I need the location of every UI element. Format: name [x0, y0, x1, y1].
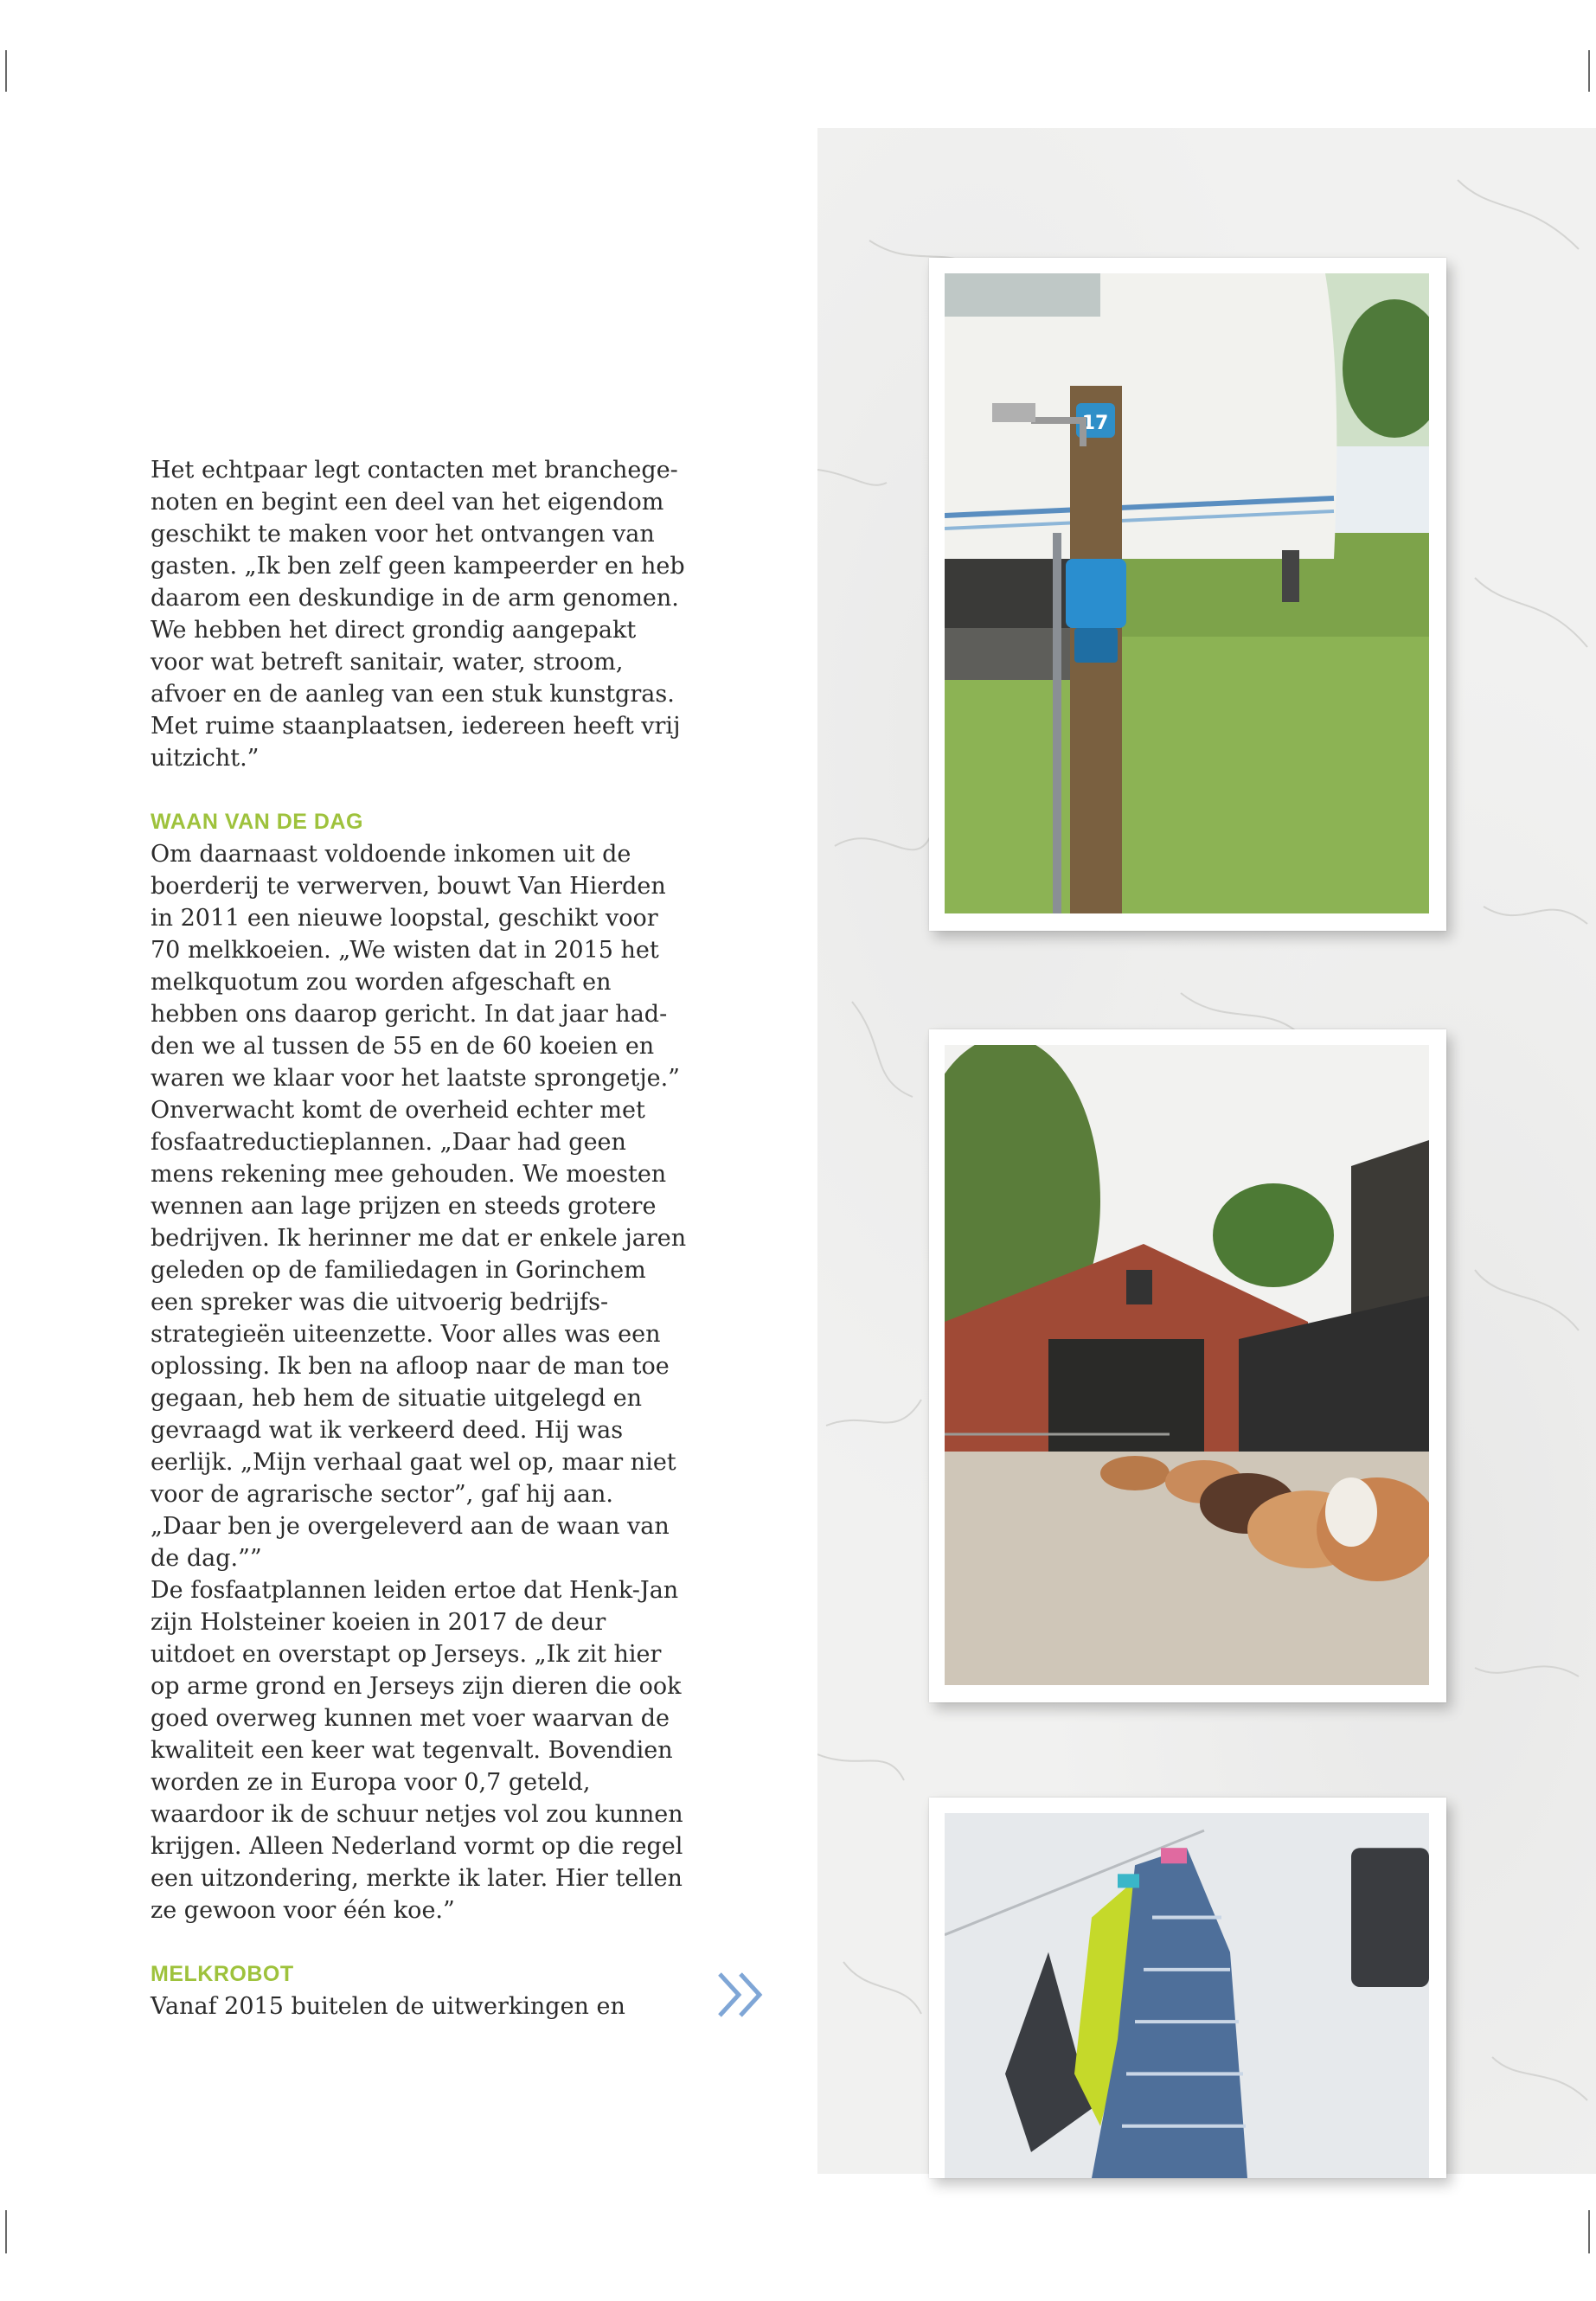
article-paragraph: Vanaf 2015 buitelen de uitwerkingen en — [151, 1993, 625, 2020]
photo-caravan-utility-post — [945, 273, 1429, 913]
photo-frame-caravan — [929, 258, 1446, 931]
photo-cows-farmyard — [945, 1045, 1429, 1685]
photo-laundry-line — [945, 1813, 1429, 2178]
article-paragraph: De fosfaatplannen leiden ertoe dat Henk-Jan zijn Holsteiner koeien in 2017 de deur uitdoet en overstapt op Jerseys. „Ik zit hier op arme grond en Jerseys zijn dieren die ook goed overweg kunnen met voer waarvan de kwaliteit een keer wat tegenvalt. Bovendien worden ze in Europa voor 0,7 geteld, waardoor ik de schuur netjes vol zou kunnen krijgen. Alleen Nederland vormt op die regel een uitzondering, merkte ik later. Hier tellen ze gewoon voor één koe.” — [151, 1577, 683, 1924]
crop-mark-top-right — [1588, 50, 1590, 92]
article-paragraph: Om daarnaast voldoende inkomen uit de boerderij te verwerven, bouwt Van Hierden in 2011 een nieuwe loopstal, geschikt voor 70 melkkoeien. „We wisten dat in 2015 het melkquotum zou worden afgeschaft en hebben ons daarop gericht. In dat jaar hadden we al tussen de 55 en de 60 koeien en waren we klaar voor het laatste sprongetje.” Onverwacht komt de overheid echter met fosfaatreductieplannen. „Daar had geen mens rekening mee gehouden. We moesten wennen aan lage prijzen en steeds grotere bedrijven. Ik herinner me dat er enkele jaren geleden op de familiedagen in Gorinchem een spreker was die uitvoerig bedrijfsstrategieën uiteenzette. Voor alles was een oplossing. Ik ben na afloop naar de man toe gegaan, heb hem de situatie uitgelegd en gevraagd wat ik verkeerd deed. Hij was eerlijk. „Mijn verhaal gaat wel op, maar niet voor de agrarische sector”, gaf hij aan. „Daar ben je overgeleverd aan de waan van de dag.”” — [151, 841, 687, 1572]
article-paragraph: Het echtpaar legt contacten met branchegenoten en begint een deel van het eigendom geschikt te maken voor het ontvangen van gasten. „Ik ben zelf geen kampeerder en heb daarom een deskundige in de arm genomen. We hebben het direct grondig aangepakt voor wat betreft sanitair, water, stroom, afvoer en de aanleg van een stuk kunstgras. Met ruime staanplaatsen, iedereen heeft vrij uitzicht.” — [151, 457, 685, 772]
sign-number: 17 — [1081, 413, 1109, 434]
photo-frame-cows — [929, 1029, 1446, 1702]
article-text-column — [151, 454, 687, 2022]
section-heading: WAAN VAN DE DAG — [151, 810, 363, 834]
section-heading: MELKROBOT — [151, 1962, 294, 1986]
crop-mark-bottom-left — [5, 2210, 7, 2253]
crop-mark-bottom-right — [1588, 2210, 1590, 2253]
continue-chevron-icon — [716, 1971, 770, 2019]
photo-frame-laundry — [929, 1798, 1446, 2178]
crop-mark-top-left — [5, 50, 7, 92]
